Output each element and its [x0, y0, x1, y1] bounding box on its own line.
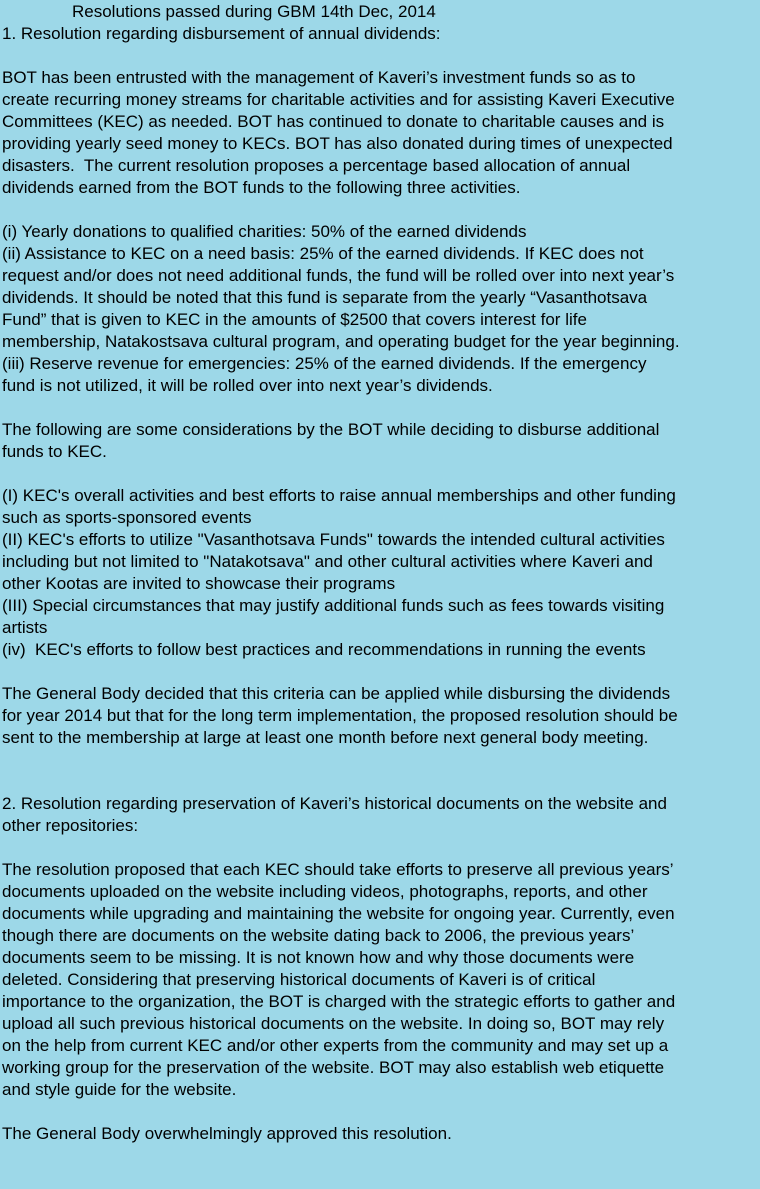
spacer	[2, 397, 760, 419]
spacer	[2, 1101, 760, 1123]
paragraph-line: documents uploaded on the website including videos, photographs, reports, and other	[2, 882, 648, 901]
list-item: other Kootas are invited to showcase their programs	[2, 574, 396, 593]
list-item: (iv) KEC's efforts to follow best practices and recommendations in running the events	[2, 640, 646, 659]
paragraph-line: upload all such previous historical documents on the website. In doing so, BOT may rely	[2, 1014, 665, 1033]
resolution-1-considerations	[2, 485, 760, 661]
paragraph-line: dividends earned from the BOT funds to the following three activities.	[2, 178, 521, 197]
paragraph-line: documents seem to be missing. It is not known how and why those documents were	[2, 948, 635, 967]
list-item: Fund” that is given to KEC in the amounts of $2500 that covers interest for life	[2, 310, 587, 329]
resolution-2-heading	[2, 793, 760, 837]
paragraph-line: Committees (KEC) as needed. BOT has continued to donate to charitable causes and is	[2, 112, 665, 131]
paragraph-line: create recurring money streams for charitable activities and for assisting Kaveri Executive	[2, 90, 675, 109]
paragraph-line: The following are some considerations by the BOT while deciding to disburse additional	[2, 420, 660, 439]
paragraph-line: BOT has been entrusted with the management of Kaveri’s investment funds so as to	[2, 68, 636, 87]
list-item: such as sports-sponsored events	[2, 508, 252, 527]
paragraph-line: deleted. Considering that preserving historical documents of Kaveri is of critical	[2, 970, 596, 989]
paragraph-line: and style guide for the website.	[2, 1080, 237, 1099]
spacer	[2, 199, 760, 221]
heading-line: other repositories:	[2, 816, 139, 835]
spacer	[2, 837, 760, 859]
spacer	[2, 45, 760, 67]
list-item: (I) KEC's overall activities and best efforts to raise annual memberships and other funding	[2, 486, 676, 505]
list-item: artists	[2, 618, 48, 637]
paragraph-line: working group for the preservation of the website. BOT may also establish web etiquette	[2, 1058, 665, 1077]
list-item: membership, Natakostsava cultural program, and operating budget for the year beginning.	[2, 332, 680, 351]
resolution-2-decision: The General Body overwhelmingly approved this resolution.	[2, 1124, 452, 1143]
list-item: (i) Yearly donations to qualified charities: 50% of the earned dividends	[2, 222, 527, 241]
paragraph-line: providing yearly seed money to KECs. BOT has also donated during times of unexpected	[2, 134, 673, 153]
spacer	[2, 749, 760, 793]
list-item: (ii) Assistance to KEC on a need basis: 25% of the earned dividends. If KEC does not	[2, 244, 644, 263]
paragraph-line: disasters. The current resolution proposes a percentage based allocation of annual	[2, 156, 631, 175]
resolution-1-intro	[2, 67, 760, 199]
list-item: (II) KEC's efforts to utilize "Vasanthotsava Funds" towards the intended cultural activities	[2, 530, 665, 549]
list-item: (iii) Reserve revenue for emergencies: 25% of the earned dividends. If the emergency	[2, 354, 647, 373]
spacer	[2, 463, 760, 485]
paragraph-line: The General Body decided that this criteria can be applied while disbursing the dividends	[2, 684, 671, 703]
paragraph-line: on the help from current KEC and/or other experts from the community and may set up a	[2, 1036, 669, 1055]
paragraph-line: though there are documents on the website dating back to 2006, the previous years’	[2, 926, 635, 945]
resolution-1-considerations-intro	[2, 419, 760, 463]
list-item: dividends. It should be noted that this fund is separate from the yearly “Vasanthotsava	[2, 288, 648, 307]
paragraph-line: sent to the membership at large at least one month before next general body meeting.	[2, 728, 649, 747]
resolution-2-body	[2, 859, 760, 1101]
list-item: (III) Special circumstances that may justify additional funds such as fees towards visiting	[2, 596, 665, 615]
resolution-1-allocations	[2, 221, 760, 397]
paragraph-line: documents while upgrading and maintaining the website for ongoing year. Currently, even	[2, 904, 675, 923]
list-item: including but not limited to "Natakotsava" and other cultural activities where Kaveri and	[2, 552, 653, 571]
paragraph-line: funds to KEC.	[2, 442, 107, 461]
list-item: fund is not utilized, it will be rolled over into next year’s dividends.	[2, 376, 493, 395]
document-title: Resolutions passed during GBM 14th Dec, 2014	[72, 2, 436, 21]
resolution-1-heading: 1. Resolution regarding disbursement of annual dividends:	[2, 24, 441, 43]
spacer	[2, 661, 760, 683]
paragraph-line: for year 2014 but that for the long term implementation, the proposed resolution should be	[2, 706, 678, 725]
resolution-1-decision	[2, 683, 760, 749]
paragraph-line: importance to the organization, the BOT is charged with the strategic efforts to gather and	[2, 992, 676, 1011]
paragraph-line: The resolution proposed that each KEC should take efforts to preserve all previous years’	[2, 860, 674, 879]
heading-line: 2. Resolution regarding preservation of Kaveri’s historical documents on the website and	[2, 794, 667, 813]
list-item: request and/or does not need additional funds, the fund will be rolled over into next year’s	[2, 266, 675, 285]
